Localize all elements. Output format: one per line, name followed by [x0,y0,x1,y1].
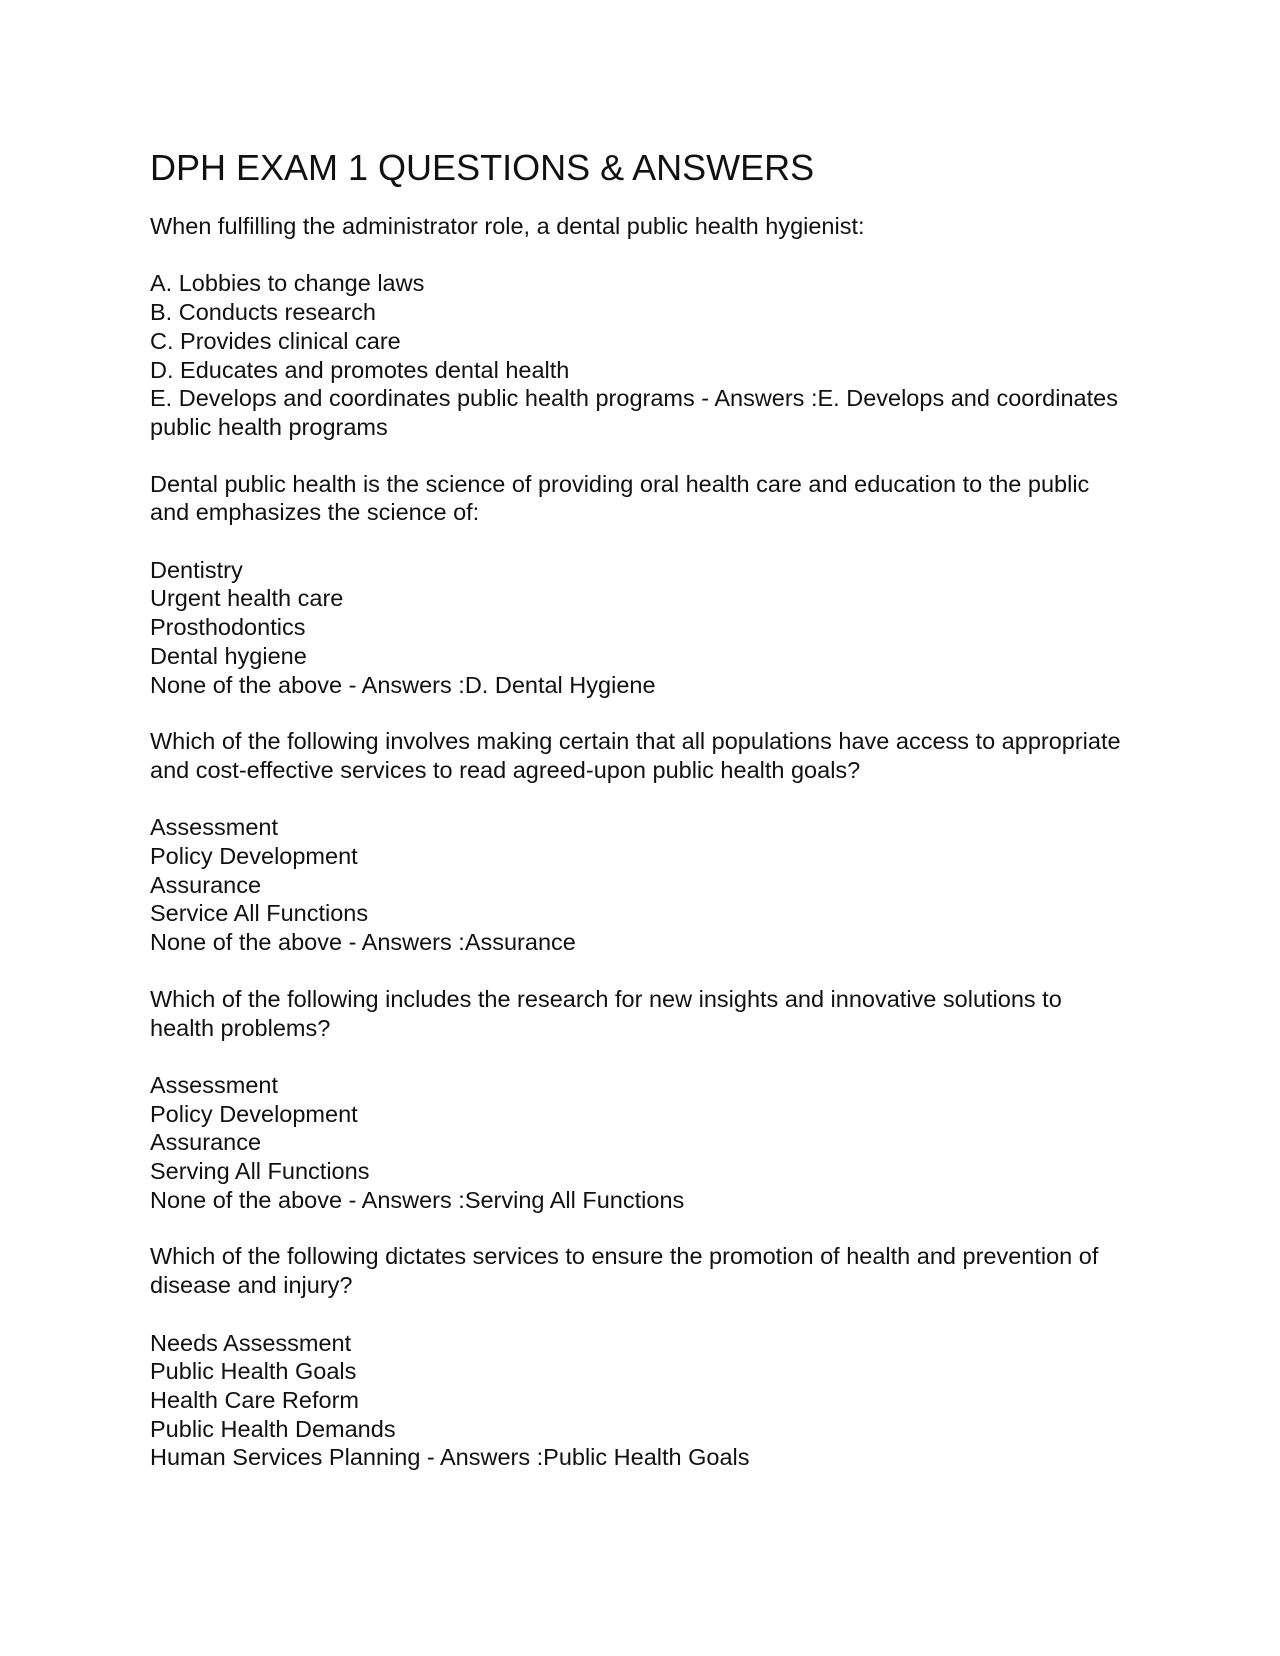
answer-options [150,556,1130,700]
question-block [150,470,1130,700]
question-text: Which of the following dictates services to ensure the promotion of health and prevention of disease and injury? [150,1243,1105,1299]
answer-option-with-answer: E. Develops and coordinates public health programs - Answers :E. Develops and coordinates public health programs [150,385,1125,440]
answer-option: Policy Development [150,843,358,870]
answer-option-with-answer: None of the above - Answers :Assurance [150,929,576,956]
answer-option: Policy Development [150,1100,358,1127]
question-block [150,1242,1130,1472]
answer-option: Needs Assessment [150,1329,352,1356]
question-text: When fulfilling the administrator role, a dental public health hygienist: [150,213,865,239]
answer-options [150,1071,1130,1215]
answer-option: Service All Functions [150,900,369,927]
answer-option: Assessment [150,814,278,841]
question-text: Which of the following involves making certain that all populations have access to appropriate and cost-effective services to read agreed-upon public health goals? [150,728,1128,783]
question-text: Dental public health is the science of providing oral health care and education to the public and emphasizes the science of: [150,470,1096,526]
question-text: Which of the following includes the research for new insights and innovative solutions to health problems? [150,985,1069,1041]
answer-option: Public Health Demands [150,1415,396,1442]
answer-option: Health Care Reform [150,1386,359,1413]
answer-option: C. Provides clinical care [150,327,401,354]
answer-option: Serving All Functions [150,1158,370,1185]
answer-option-with-answer: None of the above - Answers :D. Dental Hygiene [150,671,656,698]
answer-option-with-answer: None of the above - Answers :Serving All Functions [150,1186,685,1213]
answer-option: Urgent health care [150,585,344,612]
question-block [150,727,1130,957]
answer-option: Dental hygiene [150,642,307,669]
question-block [150,212,1130,442]
answer-option: Prosthodontics [150,614,306,641]
answer-option: B. Conducts research [150,299,376,326]
document-page [150,146,1130,1500]
answer-option: Public Health Goals [150,1358,357,1385]
answer-options [150,1329,1130,1473]
answer-options [150,813,1130,957]
document-title: DPH EXAM 1 QUESTIONS & ANSWERS [150,147,815,188]
answer-option: D. Educates and promotes dental health [150,356,570,383]
answer-option: A. Lobbies to change laws [150,270,425,297]
answer-option: Dentistry [150,556,243,583]
answer-option-with-answer: Human Services Planning - Answers :Public Health Goals [150,1444,750,1471]
answer-option: Assurance [150,1129,262,1156]
answer-options [150,269,1130,441]
answer-option: Assurance [150,871,262,898]
question-block [150,985,1130,1215]
answer-option: Assessment [150,1071,278,1098]
